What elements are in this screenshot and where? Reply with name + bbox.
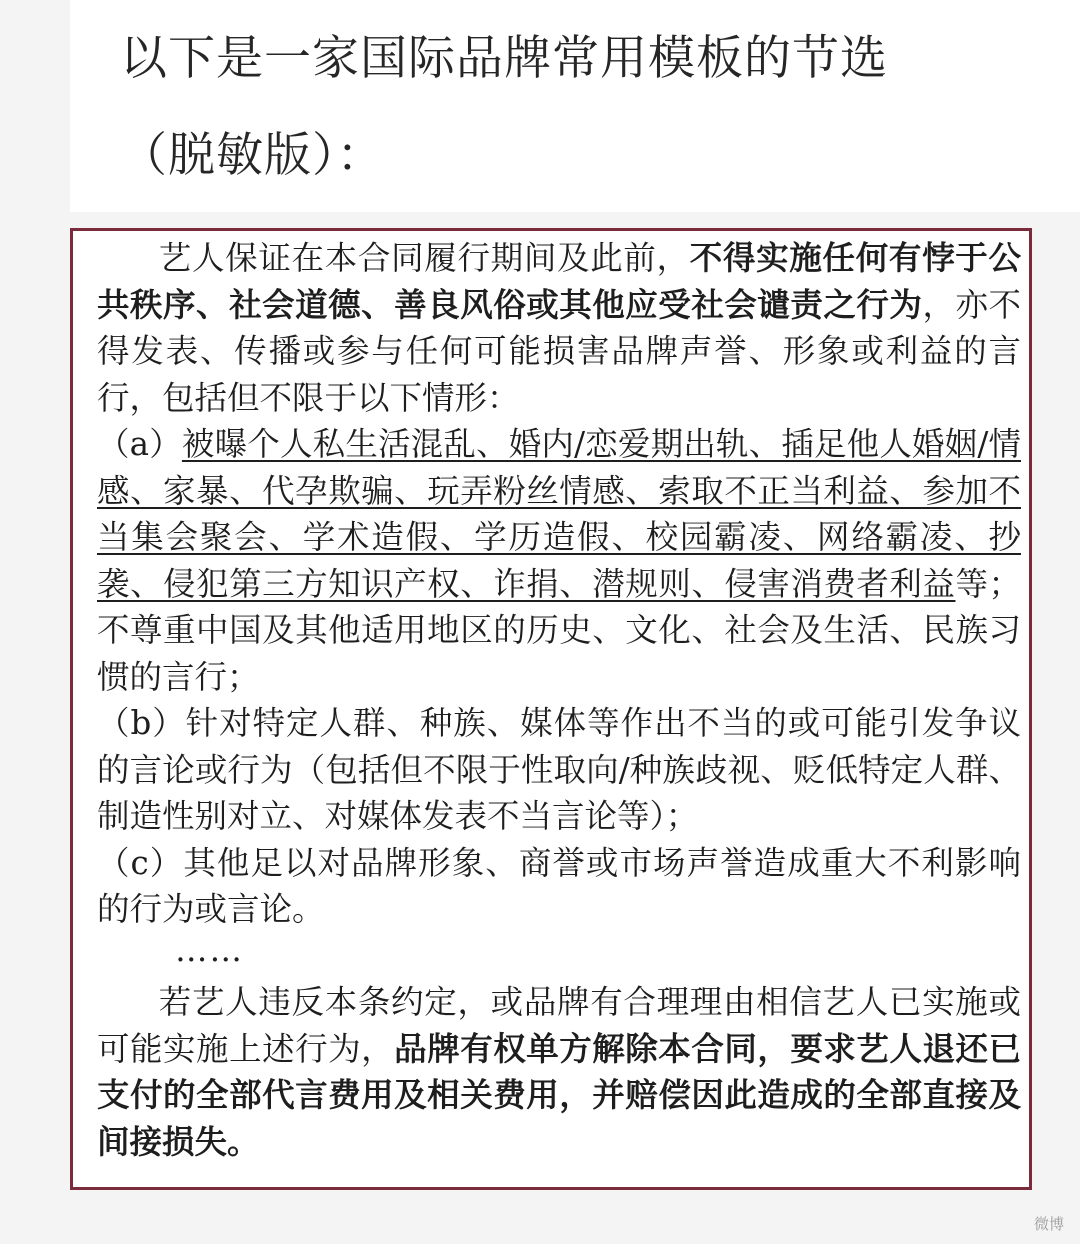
contract-excerpt — [70, 228, 1032, 1190]
ellipsis: …… — [175, 930, 244, 969]
heading-line-1: 以下是一家国际品牌常用模板的节选 — [120, 31, 888, 86]
post-heading — [70, 0, 1080, 212]
clause-c: （c）其他足以对品牌形象、商誉或市场声誉造成重大不利影响的行为或言论。 — [97, 843, 1021, 928]
clause-breach-bold: 品牌有权单方解除本合同，要求艺人退还已支付的全部代言费用及相关费用，并赔偿因此造成的全部直接及间接损失。 — [97, 1029, 1021, 1161]
contract-text — [97, 235, 1021, 1165]
clause-breach-start: 若艺人违反本条约定，或品牌有合理理由相信艺人已实施或可能实施上述行为， — [97, 983, 1021, 1068]
clause-intro-start: 艺人保证在本合同履行期间及此前， — [158, 239, 690, 277]
clause-a-rest: 等；不尊重中国及其他适用地区的历史、文化、社会及生活、民族习惯的言行； — [97, 564, 1021, 696]
clause-intro-bold: 不得实施任何有悖于公共秩序、社会道德、善良风俗或其他应受社会谴责之行为 — [97, 239, 1021, 324]
clause-intro — [97, 235, 1021, 421]
heading-line-2: （脱敏版）： — [120, 128, 385, 183]
clause-breach — [97, 979, 1021, 1165]
clause-a-label: （a） — [97, 425, 182, 463]
clause-b: （b）针对特定人群、种族、媒体等作出不当的或可能引发争议的言论或行为（包括但不限于性取向/种族歧视、贬低特定人群、制造性别对立、对媒体发表不当言论等）； — [97, 704, 1021, 835]
watermark: 微博 — [1033, 1215, 1064, 1233]
clause-intro-end: ，亦不得发表、传播或参与任何可能损害品牌声誉、形象或利益的言行，包括但不限于以下情形： — [97, 285, 1021, 417]
clause-a — [97, 421, 1021, 700]
heading-text — [120, 10, 1080, 204]
clause-a-underlined: 被曝个人私生活混乱、婚内/恋爱期出轨、插足他人婚姻/情感、家暴、代孕欺骗、玩弄粉丝情感、索取不正当利益、参加不当集会聚会、学术造假、学历造假、校园霸凌、网络霸凌、抄袭、侵犯第三方知识产权、诈捐、潜规则、侵害消费者利益 — [97, 425, 1021, 603]
